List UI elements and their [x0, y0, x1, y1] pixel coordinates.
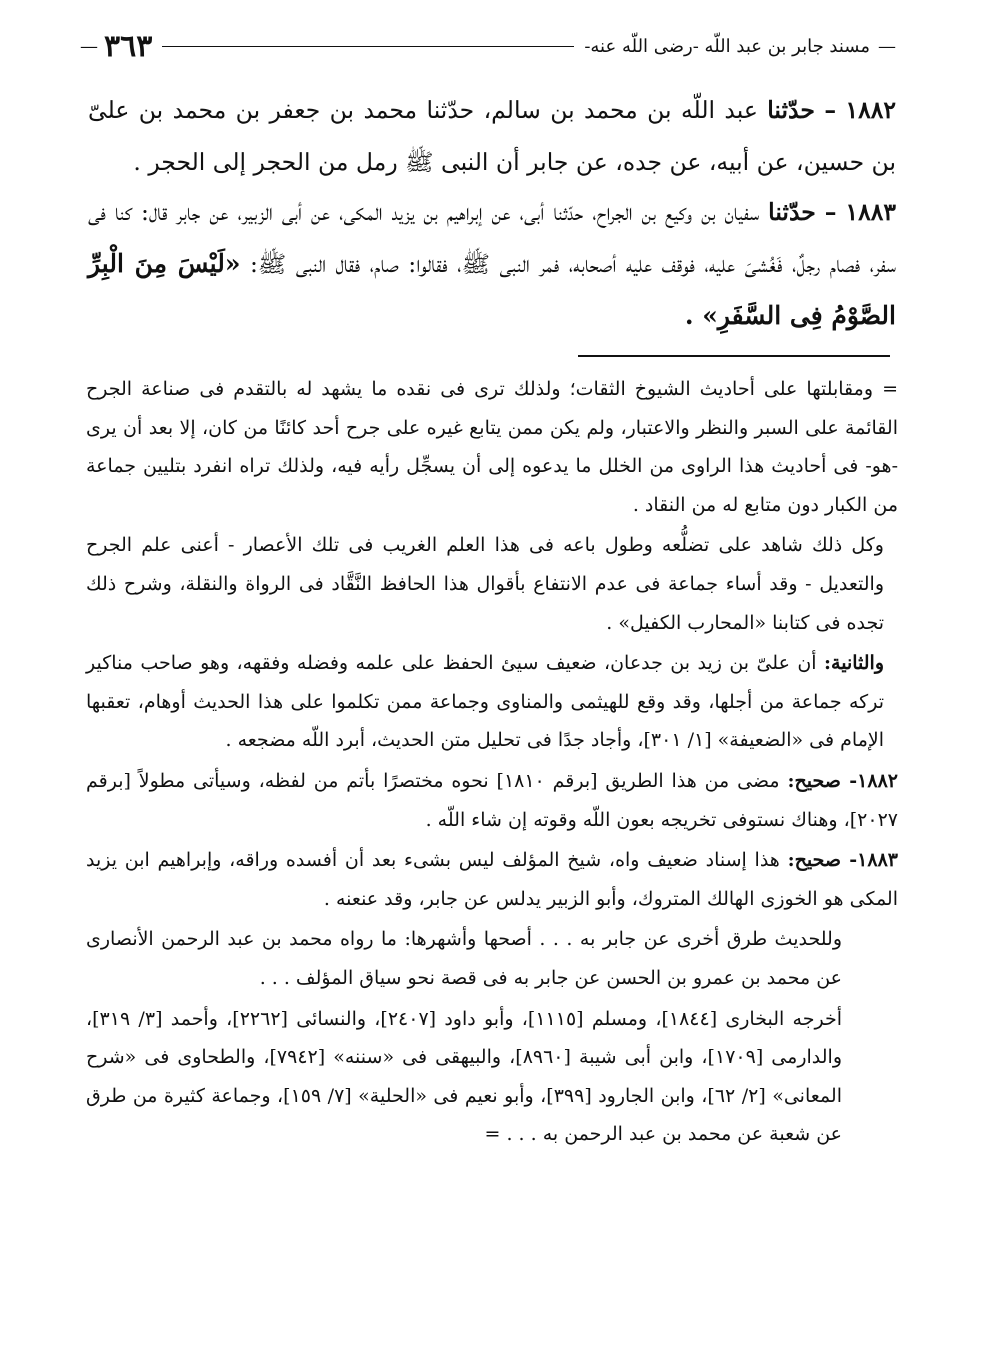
hadith-quote: «لَيْسَ مِنَ الْبِرِّ الصَّوْمُ فِى السَّفَرِ» .: [88, 249, 896, 330]
footnote-text: أخرجه البخارى [١٨٤٤]، ومسلم [١١١٥]، وأبو داود [٢٤٠٧]، والنسائى [٢٢٦٢]، وأحمد [٣/ ٣١٩]، والدارمى [١٧٠٩]، وابن أبى شيبة [٨٩٦٠]، والبيهقى فى «سننه» [٧٩٤٢]، والطحاوى فى «شرح المعانى» [٢/ ٦٢]، وابن الجارود [٣٩٩]، وأبو نعيم فى «الحلية» [٧/ ١٥٩]، وجماعة كثيرة من طرق عن شعبة عن محمد بن عبد الرحمن به . . . =: [86, 1007, 842, 1146]
footnote-text: هذا إسناد ضعيف واه، شيخ المؤلف ليس بشىء بعد أن أفسده وراقه، وإبراهيم ابن يزيد المكى هو الخوزى الهالك المتروك، وأبو الزبير يدلس عن جابر، وقد عنعنه .: [86, 849, 898, 910]
hadith-1883: [88, 186, 896, 342]
footnotes: [86, 370, 898, 1156]
running-title: مسند جابر بن عبد اللّه -رضى اللّه عنه-: [584, 35, 870, 57]
hadith-number: ١٨٨٣: [845, 198, 896, 226]
footnote-text: مضى من هذا الطريق [برقم ١٨١٠] نحوه مختصرًا بأتم من لفظه، وسيأتى مطولاً [برقم ٢٠٢٧]، وهناك نستوفى تخريجه بعون اللّه وقوته إن شاء اللّه .: [86, 769, 898, 831]
header-dash-end: —: [80, 35, 98, 57]
footnote-lead: ١٨٨٣- صحيح:: [787, 849, 898, 872]
footnote-separator: [578, 355, 890, 357]
page-number: ٣٦٣: [104, 28, 153, 64]
hadith-number: ١٨٨٢: [845, 96, 896, 124]
footnote-text: وللحديث طرق أخرى عن جابر به . . . أصحها وأشهرها: ما رواه محمد بن عبد الرحمن الأنصارى عن محمد بن عمرو بن الحسن عن جابر به فى قصة نحو سياق المؤلف . . .: [86, 928, 842, 989]
footnote-1882: [86, 762, 898, 839]
hadith-text: سفيان بن وكيع بن الجراح، حدّثنا أبى، عن إبراهيم بن يزيد المكى، عن أبى الزبير، عن جابر قال: كنا فى سفر، فصام رجلٌ، فَغُشىَ عليه، فوقف عليه أصحابه، فمر النبى ﷺ، فقالوا: صام، فقال النبى ﷺ:: [88, 198, 896, 278]
footnote-text: = ومقابلتها على أحاديث الشيوخ الثقات؛ ولذلك ترى فى نقده ما يشهد له بالتقدم فى صناعة الجرح القائمة على السبر والنظر والاعتبار، ولم يكن ممن يتابع غيره على جرح أحد كائنًا من كان، إلا بعد أن يرى -هو- فى أحاديث هذا الراوى من الخلل ما يدعوه إلى أن يسجِّل رأيه فيه، ولذلك تراه انفرد بتليين جماعة من الكبار دون متابع له من النقاد .: [86, 378, 898, 516]
page-header: [80, 26, 896, 66]
footnote-lead: والثانية:: [824, 652, 885, 675]
footnote-text: وكل ذلك شاهد على تضلُّعه وطول باعه فى هذا العلم الغريب فى تلك الأعصار - أعنى علم الجرح والتعديل - وقد أساء جماعة فى عدم الانتفاع بأقوال هذا الحافظ النَّقَّاد فى الرواة والنقلة، وشرح ذلك تجده فى كتابنا «المحارب الكفيل» .: [86, 534, 884, 634]
footnote-paragraph: [86, 1000, 898, 1154]
footnote-paragraph: [86, 526, 898, 642]
hadith-dash: –: [824, 96, 837, 124]
hadith-text: عبد اللّه بن محمد بن سالم، حدّثنا محمد بن جعفر بن محمد بن علىّ بن حسين، عن أبيه، عن جده، عن جابر أن النبى ﷺ رمل من الحجر إلى الحجر .: [88, 96, 896, 176]
hadith-dash: –: [824, 198, 837, 226]
footnote-lead: ١٨٨٢- صحيح:: [787, 769, 898, 792]
hadith-lead: حدّثنا: [768, 198, 816, 226]
hadith-lead: حدّثنا: [767, 96, 815, 124]
hadith-1882: [88, 84, 896, 188]
footnote-paragraph: [86, 644, 898, 760]
footnote-text: أن علىّ بن زيد بن جدعان، ضعيف سيئ الحفظ على علمه وفضله وفقهه، وهو صاحب مناكير تركه جماعة من أجلها، وقد وقع للهيثمى والمناوى وجماعة ممن تكلموا على هذا الحديث أوهام، تعقبها الإمام فى «الضعيفة» [١/ ٣٠١]، وأجاد جدًا فى تحليل متن الحديث، أبرد اللّه مضجعه .: [86, 652, 884, 752]
header-rule: [162, 46, 574, 47]
footnote-paragraph: [86, 370, 898, 524]
header-dash: —: [878, 35, 896, 57]
footnote-paragraph: [86, 920, 898, 997]
footnote-1883: [86, 841, 898, 918]
